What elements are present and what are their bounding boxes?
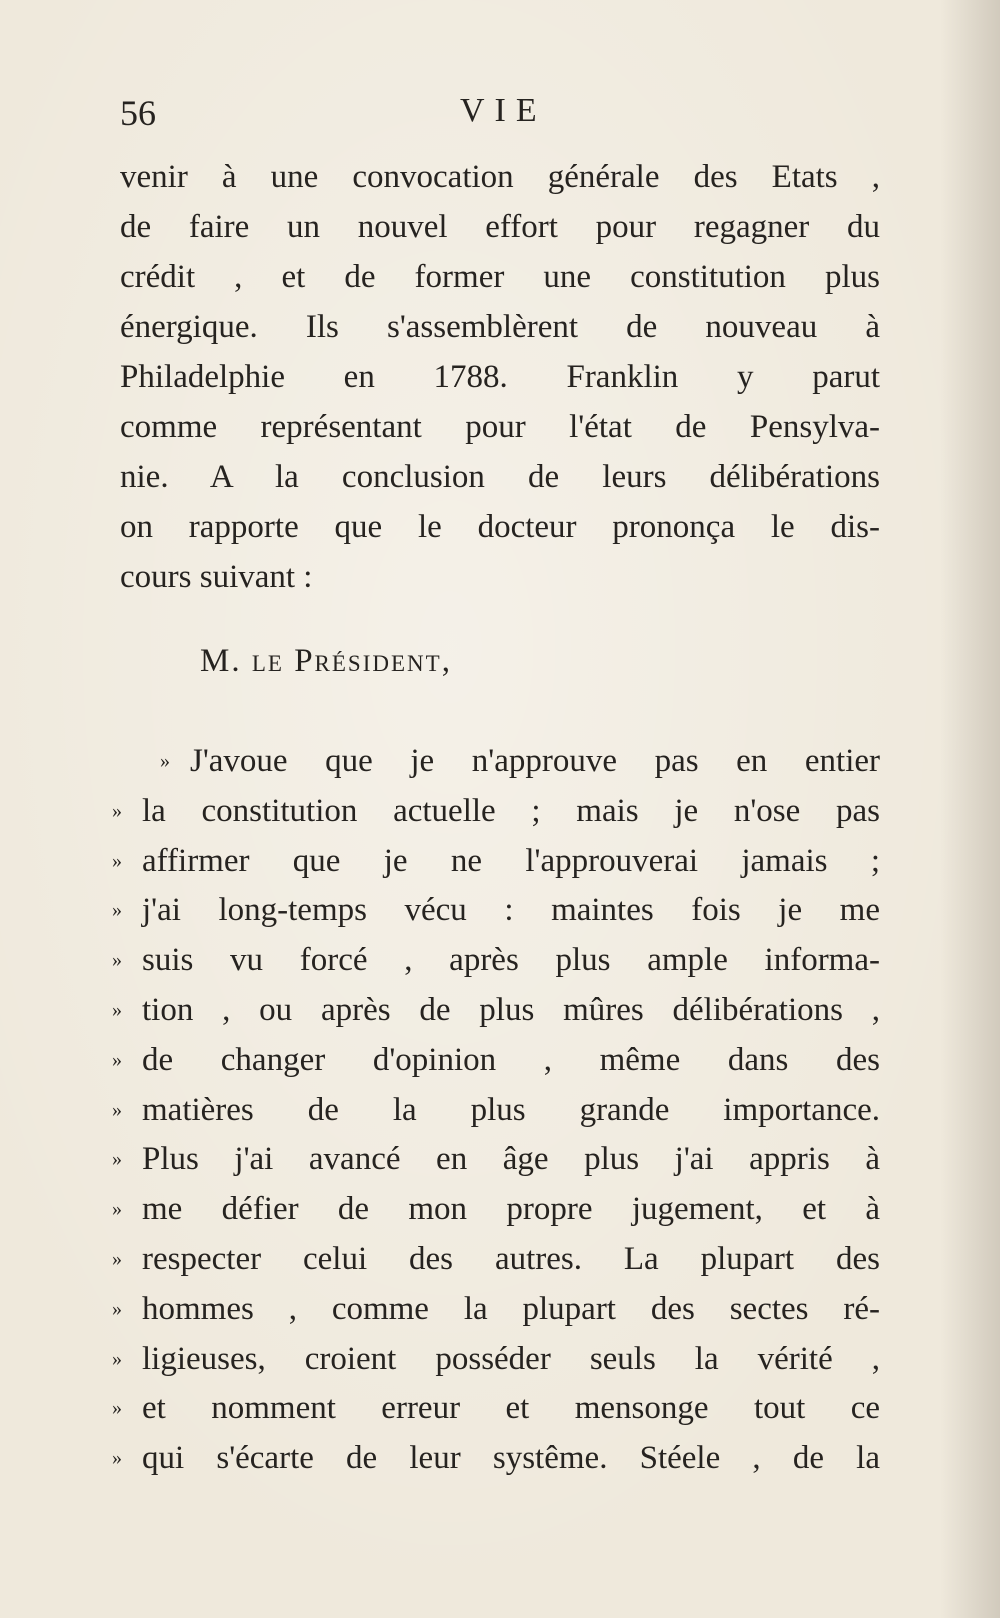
- quote-line-text: J'avoue que je n'approuve pas en entier: [190, 743, 880, 779]
- quote-mark: »: [112, 949, 122, 972]
- quote-line-text: affirmer que je ne l'approuverai jamais ;: [142, 842, 880, 879]
- quote-mark: »: [112, 1148, 122, 1171]
- quote-line: [112, 737, 880, 787]
- page-number: 56: [120, 93, 156, 133]
- quote-mark: »: [160, 750, 170, 772]
- quote-line: [112, 1335, 880, 1385]
- quote-mark: »: [112, 1397, 122, 1420]
- quote-mark: »: [112, 1247, 122, 1270]
- quote-mark: »: [112, 1098, 122, 1121]
- quote-line-text: matières de la plus grande importance.: [142, 1091, 880, 1128]
- text-line: venir à une convocation générale des Etats ,: [120, 159, 880, 195]
- body-text: [120, 152, 880, 602]
- text-line: de faire un nouvel effort pour regagner du: [120, 209, 880, 245]
- quote-line: [112, 1135, 880, 1185]
- quote-line: [112, 886, 880, 936]
- text-line: crédit , et de former une constitution plus: [120, 259, 880, 295]
- text-line-last: cours suivant :: [120, 559, 313, 595]
- speech-address: M. le Président,: [200, 643, 452, 679]
- quote-line-text: et nomment erreur et mensonge tout ce: [142, 1390, 880, 1427]
- text-line: nie. A la conclusion de leurs délibérations: [120, 459, 880, 495]
- quote-mark: »: [112, 998, 122, 1021]
- quote-line-text: me défier de mon propre jugement, et à: [142, 1191, 880, 1228]
- quote-mark: »: [112, 899, 122, 922]
- running-title: VIE: [460, 92, 547, 129]
- quote-mark: »: [112, 849, 122, 872]
- quote-line-text: de changer d'opinion , même dans des: [142, 1041, 880, 1078]
- quote-line-text: qui s'écarte de leur systême. Stéele , de la: [142, 1440, 880, 1477]
- text-line: Philadelphie en 1788. Franklin y parut: [120, 359, 880, 395]
- text-line: comme représentant pour l'état de Pensylva-: [120, 409, 880, 445]
- quote-mark: »: [112, 1048, 122, 1071]
- quote-line: [112, 837, 880, 887]
- page-spine-shadow: [940, 0, 1000, 1618]
- quote-mark: »: [112, 799, 122, 822]
- quote-line-text: Plus j'ai avancé en âge plus j'ai appris à: [142, 1141, 880, 1178]
- quote-line-text: la constitution actuelle ; mais je n'ose pas: [142, 792, 880, 829]
- quote-line: [112, 1434, 880, 1484]
- quote-line-text: tion , ou après de plus mûres délibérations ,: [142, 991, 880, 1028]
- quote-line: [112, 1086, 880, 1136]
- quote-line: [112, 1384, 880, 1434]
- quote-mark: »: [112, 1347, 122, 1370]
- quote-line-text: ligieuses, croient posséder seuls la vérité ,: [142, 1340, 880, 1377]
- text-line: on rapporte que le docteur prononça le dis-: [120, 509, 880, 545]
- quote-mark: »: [112, 1447, 122, 1470]
- quote-line: [112, 1036, 880, 1086]
- page-header: [120, 92, 870, 140]
- quote-line: [112, 1185, 880, 1235]
- quote-mark: »: [112, 1297, 122, 1320]
- quote-line: [112, 986, 880, 1036]
- quote-line-text: hommes , comme la plupart des sectes ré-: [142, 1290, 880, 1327]
- quote-line-text: j'ai long-temps vécu : maintes fois je me: [142, 892, 880, 929]
- text-line: énergique. Ils s'assemblèrent de nouveau à: [120, 309, 880, 345]
- quote-line-text: respecter celui des autres. La plupart des: [142, 1240, 880, 1277]
- quote-line: [112, 1285, 880, 1335]
- quote-line: [112, 936, 880, 986]
- quote-line: [112, 787, 880, 837]
- quote-mark: »: [112, 1198, 122, 1221]
- quote-line-text: suis vu forcé , après plus ample informa-: [142, 942, 880, 979]
- speech-quote: [112, 737, 880, 1484]
- quote-line: [112, 1235, 880, 1285]
